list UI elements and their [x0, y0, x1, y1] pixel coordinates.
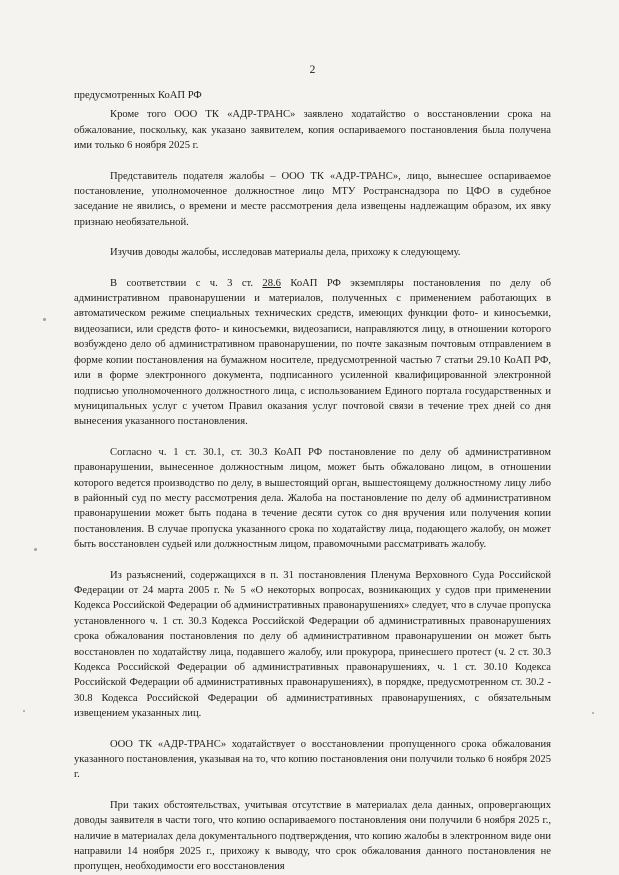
paragraph-article-28-6-rest: КоАП РФ экземпляры постановления по делу об административном правонарушении и материалов, полученных с применением работающих в автоматическом режиме специальных технических средств, имеющих функции фото- и киносъемки, видеозаписи, или средств фото- и киносъемки, видеозаписи, направляются лицу, в отношении которого возбуждено дело об административном правонарушении, по почте заказным почтовым отправлением в форме копии постановления на бумажном носителе, предусмотренной частью 7 статьи 29.10 КоАП РФ, или в форме электронного документа, подписанного усиленной квалифицированной электронной подписью уполномоченного должностного лица, с использованием Единого портала государственных и муниципальных услуг с учетом Правил оказания услуг почтовой связи в течение трех дней со дня вынесения указанного постановления. — [74, 277, 551, 428]
page-number: 2 — [309, 64, 316, 76]
paragraph-article-28-6-start: В соответствии с ч. 3 ст. — [110, 277, 263, 289]
paragraph-article-28-6 — [74, 276, 551, 430]
scan-speck — [592, 712, 594, 714]
article-28-6-link[interactable]: 28.6 — [262, 277, 281, 289]
paragraph-circumstances: При таких обстоятельствах, учитывая отсутствие в материалах дела данных, опровергающих доводы заявителя в части того, что копию оспариваемого постановления они получили 6 ноября 2025 г., наличие в материалах дела документального подтверждения, что копию жалобы в электронном виде они направили 14 ноября 2025 г., прихожу к выводу, что срок обжалования данного постановления не пропущен, необходимости его восстановления — [74, 799, 551, 873]
scan-speck — [23, 710, 25, 712]
paragraph-plenum: Из разъяснений, содержащихся в п. 31 постановления Пленума Верховного Суда Российской Федерации от 24 марта 2005 г. № 5 «О некоторых вопросах, возникающих у судов при применении Кодекса Российской Федерации об административных правонарушениях» следует, что в случае пропуска установленного ч. 1 ст. 30.3 Кодекса Российской Федерации об административных правонарушениях срока обжалования постановления по делу об административном правонарушении он может быть восстановлен по ходатайству лица, подавшего жалобу, или прокурора, принесшего протест (ч. 2 ст. 30.3 Кодекса Российской Федерации об административных правонарушениях, ч. 1 ст. 30.10 Кодекса Российской Федерации об административных правонарушениях), в порядке, предусмотренном ст. 30.2 - 30.8 Кодекса Российской Федерации об административных правонарушениях, с обязательным извещением указанных лиц. — [74, 569, 551, 720]
paragraph-company-petition: ООО ТК «АДР-ТРАНС» ходатайствует о восстановлении пропущенного срока обжалования указанного постановления, указывая на то, что копию постановления они получили только 6 ноября 2025 г. — [74, 738, 551, 781]
paragraph-absence: Представитель подателя жалобы – ООО ТК «АДР-ТРАНС», лицо, вынесшее оспариваемое постановление, уполномоченное должностное лицо МТУ Ространснадзора по ЦФО в судебное заседание не явились, о времени и месте рассмотрения дела извещены надлежащим образом, их явку признаю необязательной. — [74, 170, 551, 228]
scan-speck — [43, 318, 46, 321]
paragraph-conclusion-intro: Изучив доводы жалобы, исследовав материалы дела, прихожу к следующему. — [110, 247, 461, 259]
paragraph-petition: Кроме того ООО ТК «АДР-ТРАНС» заявлено ходатайство о восстановлении срока на обжалование, поскольку, как указано заявителем, копия оспариваемого постановления была получена ими только 6 ноября 2025 г. — [74, 109, 551, 152]
paragraph-continuation: предусмотренных КоАП РФ — [74, 90, 202, 101]
scan-speck — [34, 548, 37, 551]
paragraph-article-30-1: Согласно ч. 1 ст. 30.1, ст. 30.3 КоАП РФ постановление по делу об административном правонарушении, вынесенное должностным лицом, может быть обжаловано лицом, в отношении которого ведется производство по делу, в вышестоящий орган, вышестоящему должностному лицу либо в районный суд по месту рассмотрения дела. Жалоба на постановление по делу об административном правонарушении может быть подана в течение десяти суток со дня вручения или получения копии постановления. В случае пропуска указанного срока по ходатайству лица, подающего жалобу, он может быть восстановлен судьей или должностным лицом, правомочными рассматривать жалобу. — [74, 446, 551, 551]
